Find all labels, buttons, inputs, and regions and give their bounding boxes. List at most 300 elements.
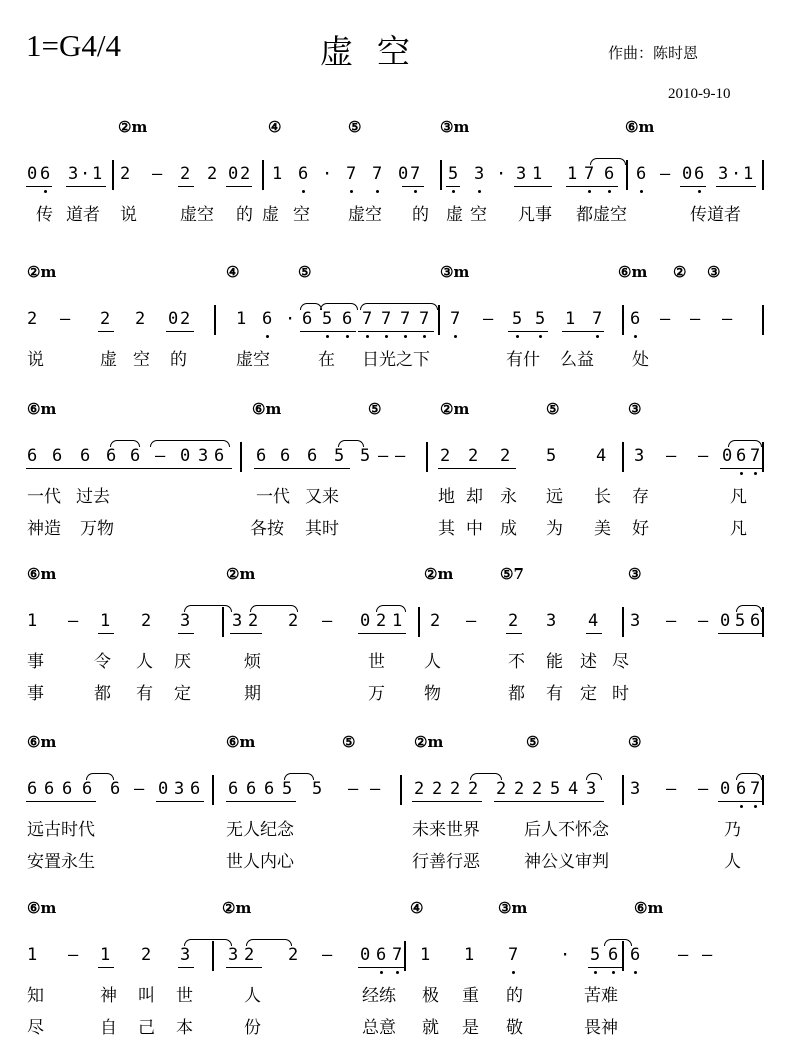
note: 7 (381, 309, 392, 329)
note: – (698, 446, 709, 466)
chord-symbol: ⑥m (625, 118, 655, 136)
beam-underline (226, 967, 262, 968)
note: 6 (52, 446, 63, 466)
beam-underline (230, 633, 262, 634)
note: 3 (68, 164, 79, 184)
tie-slur (110, 440, 140, 447)
note: 7 (346, 164, 357, 184)
note: 6 (736, 446, 747, 466)
beam-underline (514, 186, 552, 187)
lyric-verse-2: 美 (594, 519, 611, 539)
note: – (395, 446, 406, 466)
lyric-verse-1: 虚 (446, 205, 463, 225)
lyric-verse-1: 处 (632, 350, 649, 370)
lyric-verse-1: 过去 (76, 487, 110, 507)
note: 2 (450, 779, 461, 799)
note: 0 (168, 309, 179, 329)
chord-symbol: ⑤ (348, 118, 362, 136)
beam-underline (26, 801, 96, 802)
lyric-verse-2: 其时 (305, 519, 339, 539)
note: 2 (468, 446, 479, 466)
lyric-verse-2: 万 (368, 684, 385, 704)
beam-underline (358, 967, 406, 968)
note: 6 (214, 446, 225, 466)
note: 6 (630, 309, 641, 329)
note: 7 (400, 309, 411, 329)
chord-symbol: ⑤ (298, 263, 312, 281)
chord-symbol: ⑤ (342, 733, 356, 751)
low-octave-dot (478, 190, 481, 193)
note: 3 (198, 446, 209, 466)
tie-slur (184, 605, 232, 612)
bar-line (404, 941, 406, 971)
lyric-verse-2: 敬 (506, 1018, 523, 1038)
note: 6 (302, 309, 313, 329)
note: 1 (100, 611, 111, 631)
chord-symbol: ②m (226, 565, 256, 583)
note: 6 (298, 164, 309, 184)
lyric-verse-1: 极 (422, 986, 439, 1006)
bar-line (214, 305, 216, 335)
chord-symbol: ⑥m (618, 263, 648, 281)
lyric-verse-1: 凡事 (518, 205, 552, 225)
note: 2 (468, 779, 479, 799)
note: 2 (376, 611, 387, 631)
lyric-verse-1: 空 (470, 205, 487, 225)
note: 4 (596, 446, 607, 466)
beam-underline (586, 633, 602, 634)
bar-line (212, 775, 214, 805)
lyric-verse-1: 空 (133, 350, 150, 370)
note: 2 (500, 446, 511, 466)
chord-symbol: ④ (410, 899, 424, 917)
note: 6 (82, 779, 93, 799)
chord-symbol: ③ (628, 733, 642, 751)
lyric-verse-2: 好 (632, 519, 649, 539)
note: 5 (735, 611, 746, 631)
lyric-verse-2: 世人内心 (226, 852, 294, 872)
note: 1 (464, 945, 475, 965)
chord-symbol: ⑥m (634, 899, 664, 917)
bar-line (762, 160, 764, 190)
note: 2 (514, 779, 525, 799)
lyric-verse-2: 事 (27, 684, 44, 704)
lyric-verse-1: 世 (368, 652, 385, 672)
note: 0 (360, 945, 371, 965)
note: – (722, 309, 733, 329)
tie-slur (86, 773, 114, 780)
note: 6 (246, 779, 257, 799)
lyric-verse-1: 远 (546, 487, 563, 507)
lyric-verse-1: 虚 (262, 205, 279, 225)
chord-symbol: ⑤ (546, 400, 560, 418)
lyric-verse-2: 畏神 (584, 1018, 618, 1038)
lyric-verse-2: 其 (438, 519, 455, 539)
low-octave-dot (452, 190, 455, 193)
low-octave-dot (44, 190, 47, 193)
low-octave-dot (740, 472, 743, 475)
note: 3 (516, 164, 527, 184)
bar-line (426, 442, 428, 472)
low-octave-dot (302, 190, 305, 193)
note: 2 (244, 945, 255, 965)
lyric-verse-1: 厌 (174, 652, 191, 672)
note: 1 (392, 611, 403, 631)
note: 0 (720, 779, 731, 799)
note: 6 (604, 164, 615, 184)
note: 3 (232, 611, 243, 631)
note: 5 (546, 446, 557, 466)
tie-slur (360, 303, 438, 310)
lyric-verse-1: 经练 (362, 986, 396, 1006)
note: 3 (546, 611, 557, 631)
lyric-verse-1: 神 (100, 986, 117, 1006)
beam-underline (494, 801, 604, 802)
chord-symbol: ⑥m (27, 899, 57, 917)
lyric-verse-1: 叫 (138, 986, 155, 1006)
note: 0 (722, 446, 733, 466)
chord-symbol: ②m (440, 400, 470, 418)
lyric-verse-1: 无人纪念 (226, 820, 294, 840)
note: 2 (414, 779, 425, 799)
bar-line (400, 775, 402, 805)
beam-underline (720, 468, 762, 469)
note: 3 (180, 611, 191, 631)
lyric-verse-2: 为 (546, 519, 563, 539)
lyric-verse-1: 空 (293, 205, 310, 225)
beam-underline (300, 331, 356, 332)
note: 2 (430, 611, 441, 631)
tie-slur (470, 773, 502, 780)
chord-symbol: ②m (414, 733, 444, 751)
low-octave-dot (454, 335, 457, 338)
bar-line (762, 305, 764, 335)
beam-underline (358, 633, 406, 634)
lyric-verse-1: 事 (27, 652, 44, 672)
chord-symbol: ③ (628, 565, 642, 583)
low-octave-dot (594, 971, 597, 974)
lyric-verse-2: 各按 (250, 519, 284, 539)
note: 6 (264, 779, 275, 799)
note: 7 (419, 309, 430, 329)
beam-underline (402, 186, 424, 187)
chord-symbol: ② (673, 263, 687, 281)
beam-underline (98, 331, 114, 332)
lyric-verse-2: 是 (462, 1018, 479, 1038)
song-title: 虚空 (320, 32, 434, 71)
low-octave-dot (539, 335, 542, 338)
chord-symbol: ⑥m (226, 733, 256, 751)
note: 6 (280, 446, 291, 466)
chord-symbol: ⑥m (27, 400, 57, 418)
note: 6 (694, 164, 705, 184)
low-octave-dot (596, 335, 599, 338)
tie-slur (604, 939, 632, 946)
beam-underline (716, 186, 756, 187)
note: 1 (743, 164, 754, 184)
note: – (68, 945, 79, 965)
note: 7 (592, 309, 603, 329)
note: 7 (392, 945, 403, 965)
note: – (690, 309, 701, 329)
note: 2 (288, 611, 299, 631)
note: – (466, 611, 477, 631)
tie-slur (728, 440, 762, 447)
beam-underline (680, 186, 706, 187)
tie-slur (736, 605, 762, 612)
lyric-verse-1: 重 (462, 986, 479, 1006)
note: 2 (180, 309, 191, 329)
note: – (483, 309, 494, 329)
note: · (496, 164, 507, 184)
beam-underline (446, 186, 460, 187)
note: – (370, 779, 381, 799)
lyric-verse-1: 虚 (100, 350, 117, 370)
note: 5 (550, 779, 561, 799)
lyric-verse-1: 却 (466, 487, 483, 507)
lyric-verse-1: 有什 (506, 350, 540, 370)
note: 2 (27, 309, 38, 329)
low-octave-dot (376, 190, 379, 193)
note: – (678, 945, 689, 965)
chord-symbol: ②m (27, 263, 57, 281)
lyric-verse-2: 凡 (730, 519, 747, 539)
bar-line (240, 442, 242, 472)
chord-symbol: ⑤7 (500, 565, 524, 583)
note: – (698, 611, 709, 631)
note: 2 (141, 611, 152, 631)
bar-line (622, 305, 624, 335)
chord-symbol: ③ (628, 400, 642, 418)
note: 7 (372, 164, 383, 184)
note: 5 (360, 446, 371, 466)
note: 7 (410, 164, 421, 184)
note: – (698, 779, 709, 799)
bar-line (418, 607, 420, 637)
bar-line (762, 607, 764, 637)
note: 6 (130, 446, 141, 466)
lyric-verse-1: 一代 (27, 487, 61, 507)
beam-underline (358, 331, 434, 332)
lyric-verse-2: 人 (724, 852, 741, 872)
note: 0 (682, 164, 693, 184)
lyric-verse-1: 传道者 (690, 205, 741, 225)
note: 2 (141, 945, 152, 965)
beam-underline (506, 633, 522, 634)
note: – (666, 779, 677, 799)
note: 1 (272, 164, 283, 184)
low-octave-dot (385, 335, 388, 338)
bar-line (762, 775, 764, 805)
note: – (60, 309, 71, 329)
note: – (155, 446, 166, 466)
bar-line (626, 160, 628, 190)
lyric-verse-2: 成 (500, 519, 517, 539)
note: 1 (92, 164, 103, 184)
note: – (322, 611, 333, 631)
lyric-verse-2: 中 (466, 519, 483, 539)
bar-line (622, 941, 624, 971)
note: 2 (248, 611, 259, 631)
lyric-verse-1: 的 (236, 205, 253, 225)
low-octave-dot (346, 335, 349, 338)
tie-slur (246, 939, 292, 946)
note: 6 (630, 945, 641, 965)
note: 5 (535, 309, 546, 329)
lyric-verse-1: 的 (170, 350, 187, 370)
bar-line (262, 160, 264, 190)
note: 7 (750, 446, 761, 466)
beam-underline (178, 967, 194, 968)
lyric-verse-1: 虚空 (348, 205, 382, 225)
note: 2 (508, 611, 519, 631)
note: – (666, 446, 677, 466)
beam-underline (156, 801, 204, 802)
lyric-verse-2: 本 (176, 1018, 193, 1038)
beam-underline (98, 967, 114, 968)
lyric-verse-1: 虚空 (180, 205, 214, 225)
low-octave-dot (266, 335, 269, 338)
tie-slur (590, 158, 626, 165)
lyric-verse-1: 又来 (305, 487, 339, 507)
note: 1 (565, 309, 576, 329)
beam-underline (254, 468, 350, 469)
bar-line (622, 607, 624, 637)
tie-slur (184, 939, 232, 946)
lyric-verse-1: 远古时代 (27, 820, 95, 840)
note: 1 (567, 164, 578, 184)
note: – (134, 779, 145, 799)
beam-underline (178, 633, 194, 634)
note: 6 (256, 446, 267, 466)
tie-slur (376, 605, 406, 612)
note: 6 (228, 779, 239, 799)
low-octave-dot (516, 335, 519, 338)
beam-underline (718, 633, 762, 634)
beam-underline (412, 801, 482, 802)
lyric-verse-2: 有 (546, 684, 563, 704)
low-octave-dot (588, 190, 591, 193)
note: 0 (180, 446, 191, 466)
note: 3 (174, 779, 185, 799)
note: · (322, 164, 333, 184)
lyric-verse-1: 烦 (244, 652, 261, 672)
lyric-verse-2: 行善行恶 (412, 852, 480, 872)
note: 5 (512, 309, 523, 329)
lyric-verse-2: 自 (100, 1018, 117, 1038)
tie-slur (320, 303, 358, 310)
tie-slur (150, 440, 230, 447)
note: – (702, 945, 713, 965)
beam-underline (718, 801, 762, 802)
note: 5 (590, 945, 601, 965)
lyric-verse-1: 能 (546, 652, 563, 672)
lyric-verse-1: 世 (176, 986, 193, 1006)
lyric-verse-2: 安置永生 (27, 852, 95, 872)
beam-underline (508, 331, 548, 332)
note: 2 (240, 164, 251, 184)
note: 5 (312, 779, 323, 799)
lyric-verse-1: 永 (500, 487, 517, 507)
note: 7 (750, 779, 761, 799)
note: 4 (568, 779, 579, 799)
note: – (348, 779, 359, 799)
lyric-verse-2: 就 (422, 1018, 439, 1038)
note: 0 (360, 611, 371, 631)
low-octave-dot (754, 805, 757, 808)
bar-line (622, 775, 624, 805)
low-octave-dot (634, 335, 637, 338)
lyric-verse-1: 都虚空 (576, 205, 627, 225)
lyric-verse-1: 后人不怀念 (524, 820, 609, 840)
note: 5 (322, 309, 333, 329)
composition-date: 2010-9-10 (668, 86, 731, 102)
lyric-verse-1: 存 (632, 487, 649, 507)
low-octave-dot (612, 971, 615, 974)
bar-line (622, 442, 624, 472)
bar-line (222, 607, 224, 637)
note: 2 (135, 309, 146, 329)
note: 6 (376, 945, 387, 965)
lyric-verse-2: 己 (138, 1018, 155, 1038)
chord-symbol: ③m (498, 899, 528, 917)
lyric-verse-1: 人 (136, 652, 153, 672)
note: 6 (636, 164, 647, 184)
note: · (731, 164, 742, 184)
chord-symbol: ⑥m (27, 565, 57, 583)
note: – (660, 309, 671, 329)
note: 0 (158, 779, 169, 799)
lyric-verse-1: 长 (594, 487, 611, 507)
lyric-verse-2: 神造 (27, 519, 61, 539)
chord-symbol: ⑤ (526, 733, 540, 751)
beam-underline (166, 331, 194, 332)
lyric-verse-1: 苦难 (584, 986, 618, 1006)
bar-line (762, 442, 764, 472)
tie-slur (586, 773, 602, 780)
low-octave-dot (404, 335, 407, 338)
note: · (80, 164, 91, 184)
lyric-verse-1: 不 (508, 652, 525, 672)
note: 6 (342, 309, 353, 329)
note: 2 (207, 164, 218, 184)
note: 0 (27, 164, 38, 184)
note: 1 (100, 945, 111, 965)
lyric-verse-1: 尽 (612, 652, 629, 672)
note: 2 (440, 446, 451, 466)
note: 2 (288, 945, 299, 965)
note: 1 (420, 945, 431, 965)
chord-symbol: ⑥m (27, 733, 57, 751)
lyric-verse-2: 时 (612, 684, 629, 704)
note: 1 (27, 611, 38, 631)
lyric-verse-1: 的 (506, 986, 523, 1006)
note: 6 (190, 779, 201, 799)
beam-underline (26, 186, 52, 187)
lyric-verse-2: 有 (136, 684, 153, 704)
note: 6 (27, 779, 38, 799)
beam-underline (566, 186, 618, 187)
note: 1 (27, 945, 38, 965)
lyric-verse-2: 总意 (362, 1018, 396, 1038)
note: 3 (630, 779, 641, 799)
note: · (285, 309, 296, 329)
note: – (68, 611, 79, 631)
beam-underline (226, 186, 252, 187)
note: 7 (508, 945, 519, 965)
composer-credit: 作曲：陈时恩 (608, 44, 699, 62)
lyric-verse-1: 日光之下 (362, 350, 430, 370)
